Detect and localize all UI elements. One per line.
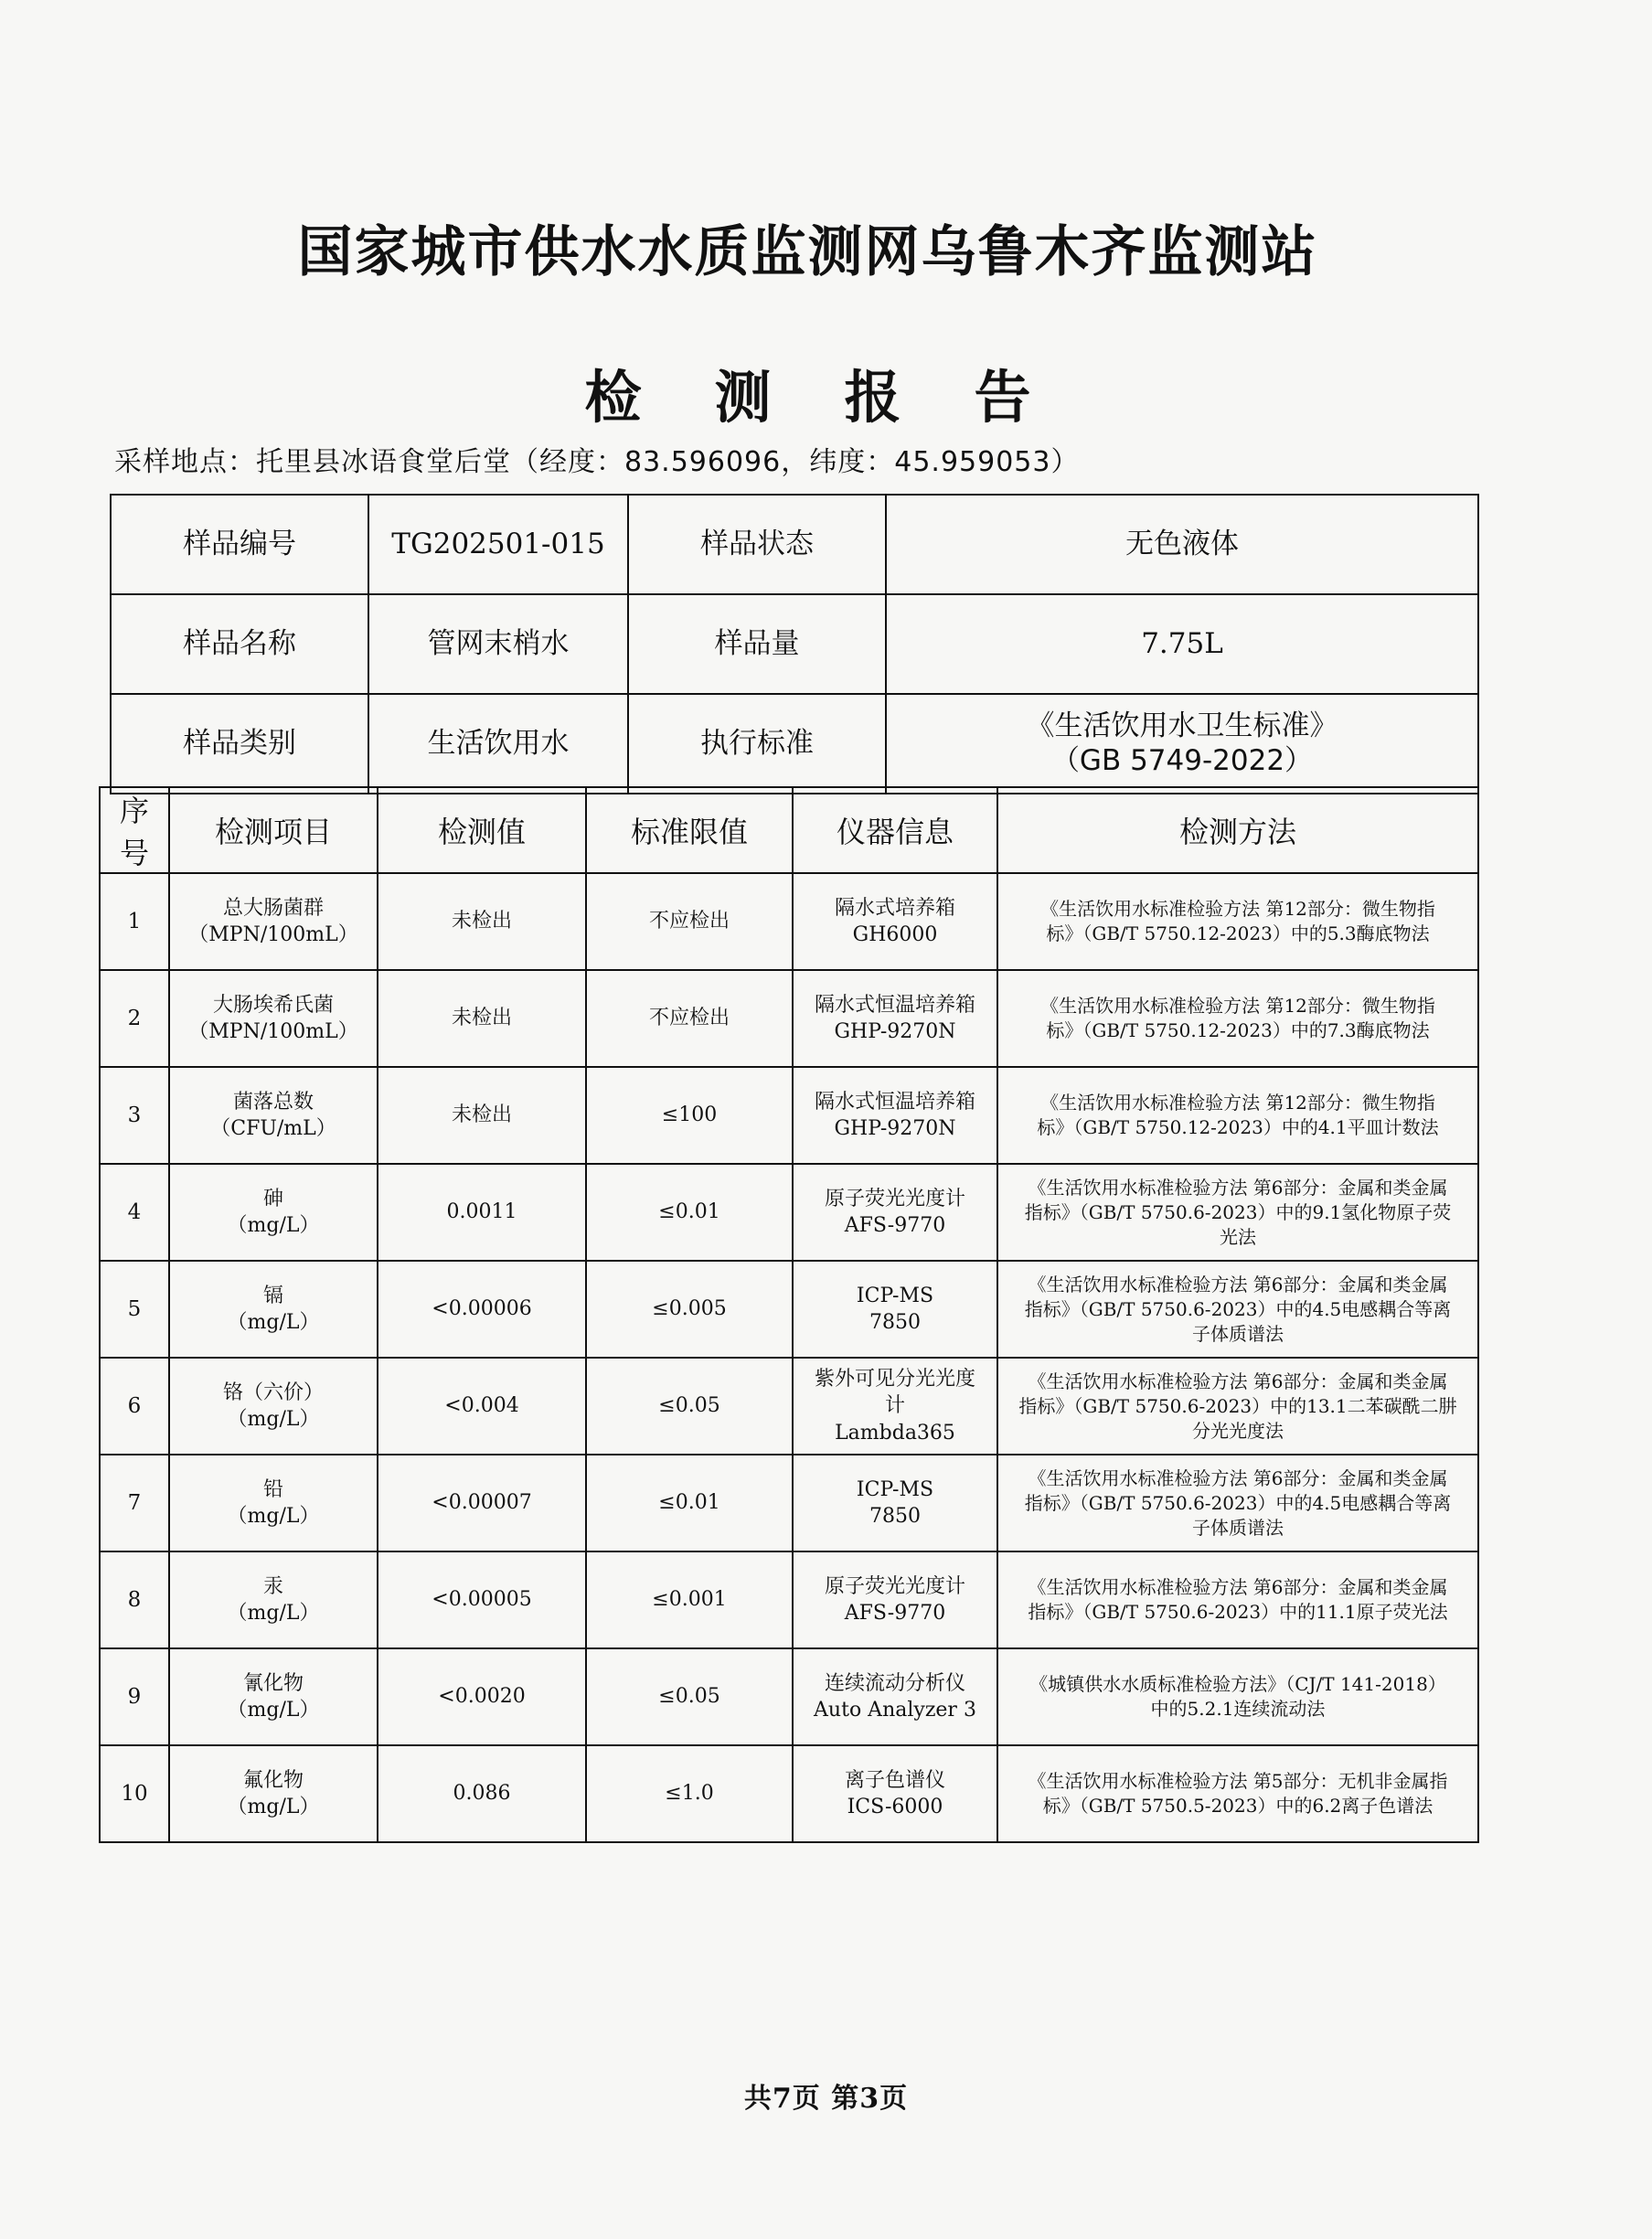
- row-instrument-line: 隔水式培养箱: [834, 896, 955, 920]
- row-method-line: 标》（GB/T 5750.12-2023）中的5.3酶底物法: [1046, 922, 1430, 944]
- sample-id-label: 样品编号: [111, 495, 368, 594]
- row-instrument-line: ICP-MS: [856, 1477, 934, 1501]
- row-item-line: （mg/L）: [227, 1505, 320, 1528]
- sample-info-row: [111, 694, 1478, 794]
- row-item: [169, 1261, 378, 1358]
- row-item: [169, 1067, 378, 1164]
- page-number: 共7页 第3页: [743, 2083, 909, 2115]
- row-instrument-line: AFS-9770: [844, 1214, 946, 1237]
- results-body: [100, 873, 1478, 1842]
- row-limit: ≤0.05: [586, 1648, 793, 1745]
- row-item-line: 铅: [262, 1477, 283, 1501]
- row-value: <0.00006: [378, 1261, 586, 1358]
- header-method: 检测方法: [997, 787, 1478, 873]
- row-seq: 7: [100, 1455, 169, 1551]
- row-method-line: 标》（GB/T 5750.5-2023）中的6.2离子色谱法: [1042, 1795, 1434, 1817]
- row-item-line: 大肠埃希氏菌: [212, 993, 334, 1017]
- row-value: 未检出: [378, 970, 586, 1067]
- row-method-line: 《生活饮用水标准检验方法 第12部分：微生物指: [1040, 995, 1435, 1017]
- row-item-line: 菌落总数: [232, 1090, 314, 1114]
- row-item-line: 砷: [262, 1187, 283, 1210]
- row-item: [169, 1648, 378, 1745]
- sample-name-label: 样品名称: [111, 594, 368, 694]
- row-item-line: 氰化物: [242, 1671, 304, 1695]
- row-method: [997, 873, 1478, 970]
- row-seq: 8: [100, 1551, 169, 1648]
- report-title: 检测报告: [584, 364, 1104, 431]
- row-item-line: （mg/L）: [227, 1699, 320, 1722]
- sampling-location: 采样地点：托里县冰语食堂后堂（经度：83.596096，纬度：45.959053）: [114, 446, 1080, 478]
- sample-info-row: [111, 594, 1478, 694]
- table-row: [100, 1358, 1478, 1455]
- row-seq: 2: [100, 970, 169, 1067]
- sample-amount-label: 样品量: [628, 594, 886, 694]
- header-seq: 序号: [100, 787, 169, 873]
- row-seq: 9: [100, 1648, 169, 1745]
- row-method: [997, 1164, 1478, 1261]
- row-limit: ≤0.005: [586, 1261, 793, 1358]
- row-item-line: （mg/L）: [227, 1602, 320, 1625]
- table-row: [100, 1455, 1478, 1551]
- row-item-line: 铬（六价）: [222, 1381, 324, 1404]
- row-limit: ≤0.01: [586, 1455, 793, 1551]
- header-item: 检测项目: [169, 787, 378, 873]
- row-limit: 不应检出: [586, 873, 793, 970]
- row-limit: ≤1.0: [586, 1745, 793, 1842]
- row-instrument-line: ICP-MS: [856, 1284, 934, 1307]
- row-seq: 10: [100, 1745, 169, 1842]
- row-method-line: 子体质谱法: [1192, 1516, 1284, 1539]
- row-limit: ≤100: [586, 1067, 793, 1164]
- row-item-line: 汞: [262, 1574, 283, 1598]
- row-instrument-line: Auto Analyzer 3: [814, 1699, 976, 1722]
- row-seq: 5: [100, 1261, 169, 1358]
- row-instrument: [793, 1455, 997, 1551]
- sample-name-value: 管网末梢水: [368, 594, 628, 694]
- row-method-line: 《生活饮用水标准检验方法 第6部分：金属和类金属: [1028, 1466, 1448, 1489]
- standard-name: 《生活饮用水卫生标准》: [1026, 709, 1338, 743]
- row-method: [997, 1745, 1478, 1842]
- sample-info-row: [111, 495, 1478, 594]
- row-method-line: 指标》（GB/T 5750.6-2023）中的9.1氢化物原子荧: [1024, 1200, 1452, 1223]
- row-item: [169, 1745, 378, 1842]
- row-seq: 1: [100, 873, 169, 970]
- row-value: <0.004: [378, 1358, 586, 1455]
- row-method-line: 《生活饮用水标准检验方法 第6部分：金属和类金属: [1028, 1176, 1448, 1199]
- row-method-line: 指标》（GB/T 5750.6-2023）中的4.5电感耦合等离: [1024, 1491, 1452, 1514]
- row-limit: ≤0.05: [586, 1358, 793, 1455]
- row-method: [997, 1067, 1478, 1164]
- row-value: 未检出: [378, 873, 586, 970]
- row-instrument-line: 隔水式恒温培养箱: [814, 993, 975, 1017]
- row-method: [997, 1455, 1478, 1551]
- row-instrument-line: 7850: [869, 1505, 921, 1528]
- table-row: [100, 1648, 1478, 1745]
- row-method-line: 标》（GB/T 5750.12-2023）中的7.3酶底物法: [1046, 1019, 1430, 1041]
- sample-id-value: TG202501-015: [368, 495, 628, 594]
- row-instrument: [793, 1648, 997, 1745]
- row-method: [997, 1648, 1478, 1745]
- header-value: 检测值: [378, 787, 586, 873]
- row-item-line: 总大肠菌群: [222, 896, 324, 920]
- row-method-line: 分光光度法: [1192, 1419, 1284, 1442]
- row-item-line: （MPN/100mL）: [188, 1020, 358, 1043]
- row-instrument-line: ICS-6000: [847, 1796, 943, 1818]
- row-instrument-line: 连续流动分析仪: [824, 1671, 965, 1695]
- row-instrument: [793, 970, 997, 1067]
- row-value: <0.00007: [378, 1455, 586, 1551]
- row-instrument: [793, 1067, 997, 1164]
- row-method-line: 《生活饮用水标准检验方法 第5部分：无机非金属指: [1028, 1770, 1448, 1792]
- row-method-line: 《生活饮用水标准检验方法 第6部分：金属和类金属: [1028, 1370, 1448, 1392]
- row-instrument-line: AFS-9770: [844, 1602, 946, 1625]
- row-item: [169, 1551, 378, 1648]
- row-method-line: 指标》（GB/T 5750.6-2023）中的11.1原子荧光法: [1028, 1601, 1448, 1623]
- table-row: [100, 970, 1478, 1067]
- row-instrument-line: 原子荧光光度计: [824, 1187, 965, 1210]
- sample-category-label: 样品类别: [111, 694, 368, 794]
- row-instrument-line: GHP-9270N: [834, 1117, 956, 1140]
- row-seq: 6: [100, 1358, 169, 1455]
- row-method: [997, 1358, 1478, 1455]
- row-value: <0.0020: [378, 1648, 586, 1745]
- row-method-line: 《城镇供水水质标准检验方法》（CJ/T 141-2018）: [1029, 1673, 1446, 1695]
- row-item: [169, 1164, 378, 1261]
- row-instrument-line: 原子荧光光度计: [824, 1574, 965, 1598]
- row-method-line: 《生活饮用水标准检验方法 第12部分：微生物指: [1040, 898, 1435, 920]
- row-instrument-line: GH6000: [852, 923, 938, 946]
- row-method-line: 中的5.2.1连续流动法: [1150, 1698, 1326, 1720]
- standard-code: （GB 5749-2022）: [1050, 743, 1314, 777]
- table-row: [100, 1067, 1478, 1164]
- row-item-line: （mg/L）: [227, 1796, 320, 1818]
- row-instrument: [793, 1261, 997, 1358]
- row-instrument-line: 隔水式恒温培养箱: [814, 1090, 975, 1114]
- row-method-line: 《生活饮用水标准检验方法 第6部分：金属和类金属: [1028, 1273, 1448, 1295]
- row-seq: 4: [100, 1164, 169, 1261]
- row-method-line: 《生活饮用水标准检验方法 第12部分：微生物指: [1040, 1092, 1435, 1114]
- row-instrument: [793, 1164, 997, 1261]
- sample-amount-value: 7.75L: [886, 594, 1478, 694]
- table-row: [100, 1164, 1478, 1261]
- row-instrument: [793, 873, 997, 970]
- row-method: [997, 970, 1478, 1067]
- row-method: [997, 1261, 1478, 1358]
- row-instrument: [793, 1358, 997, 1455]
- row-instrument-line: 紫外可见分光光度: [814, 1368, 975, 1391]
- header-instrument: 仪器信息: [793, 787, 997, 873]
- sample-info-table: [110, 494, 1479, 794]
- row-method-line: 子体质谱法: [1192, 1322, 1284, 1345]
- row-item-line: （MPN/100mL）: [188, 923, 358, 946]
- row-method-line: 指标》（GB/T 5750.6-2023）中的4.5电感耦合等离: [1024, 1297, 1452, 1320]
- header-limit: 标准限值: [586, 787, 793, 873]
- row-limit: ≤0.001: [586, 1551, 793, 1648]
- row-item-line: （mg/L）: [227, 1311, 320, 1334]
- row-item-line: 氟化物: [242, 1768, 304, 1792]
- row-item: [169, 1358, 378, 1455]
- row-item-line: （mg/L）: [227, 1214, 320, 1237]
- row-seq: 3: [100, 1067, 169, 1164]
- row-limit: ≤0.01: [586, 1164, 793, 1261]
- row-item-line: （mg/L）: [227, 1408, 320, 1431]
- row-value: <0.00005: [378, 1551, 586, 1648]
- row-instrument-line: 7850: [869, 1311, 921, 1334]
- row-method-line: 标》（GB/T 5750.12-2023）中的4.1平皿计数法: [1037, 1116, 1439, 1138]
- row-instrument-line: GHP-9270N: [834, 1020, 956, 1043]
- row-method-line: 《生活饮用水标准检验方法 第6部分：金属和类金属: [1028, 1576, 1448, 1598]
- results-table: [99, 786, 1479, 1843]
- row-value: 0.086: [378, 1745, 586, 1842]
- row-instrument-line: 计: [884, 1394, 905, 1418]
- row-instrument-line: 离子色谱仪: [844, 1768, 945, 1792]
- row-instrument-line: Lambda365: [835, 1421, 955, 1445]
- row-value: 0.0011: [378, 1164, 586, 1261]
- table-row: [100, 1261, 1478, 1358]
- row-method-line: 光法: [1220, 1225, 1256, 1248]
- table-row: [100, 1745, 1478, 1842]
- row-method-line: 指标》（GB/T 5750.6-2023）中的13.1二苯碳酰二肼: [1018, 1394, 1457, 1417]
- org-title: 国家城市供水水质监测网乌鲁木齐监测站: [297, 220, 1318, 284]
- standard-label: 执行标准: [628, 694, 886, 794]
- row-method: [997, 1551, 1478, 1648]
- table-row: [100, 1551, 1478, 1648]
- row-item-line: 镉: [262, 1284, 283, 1307]
- sample-category-value: 生活饮用水: [368, 694, 628, 794]
- standard-value: [886, 694, 1478, 794]
- table-row: [100, 873, 1478, 970]
- row-instrument: [793, 1745, 997, 1842]
- row-instrument: [793, 1551, 997, 1648]
- sample-state-label: 样品状态: [628, 495, 886, 594]
- row-item: [169, 873, 378, 970]
- sample-state-value: 无色液体: [886, 495, 1478, 594]
- row-value: 未检出: [378, 1067, 586, 1164]
- results-header-row: [100, 787, 1478, 873]
- row-limit: 不应检出: [586, 970, 793, 1067]
- row-item: [169, 1455, 378, 1551]
- row-item: [169, 970, 378, 1067]
- row-item-line: （CFU/mL）: [210, 1117, 336, 1140]
